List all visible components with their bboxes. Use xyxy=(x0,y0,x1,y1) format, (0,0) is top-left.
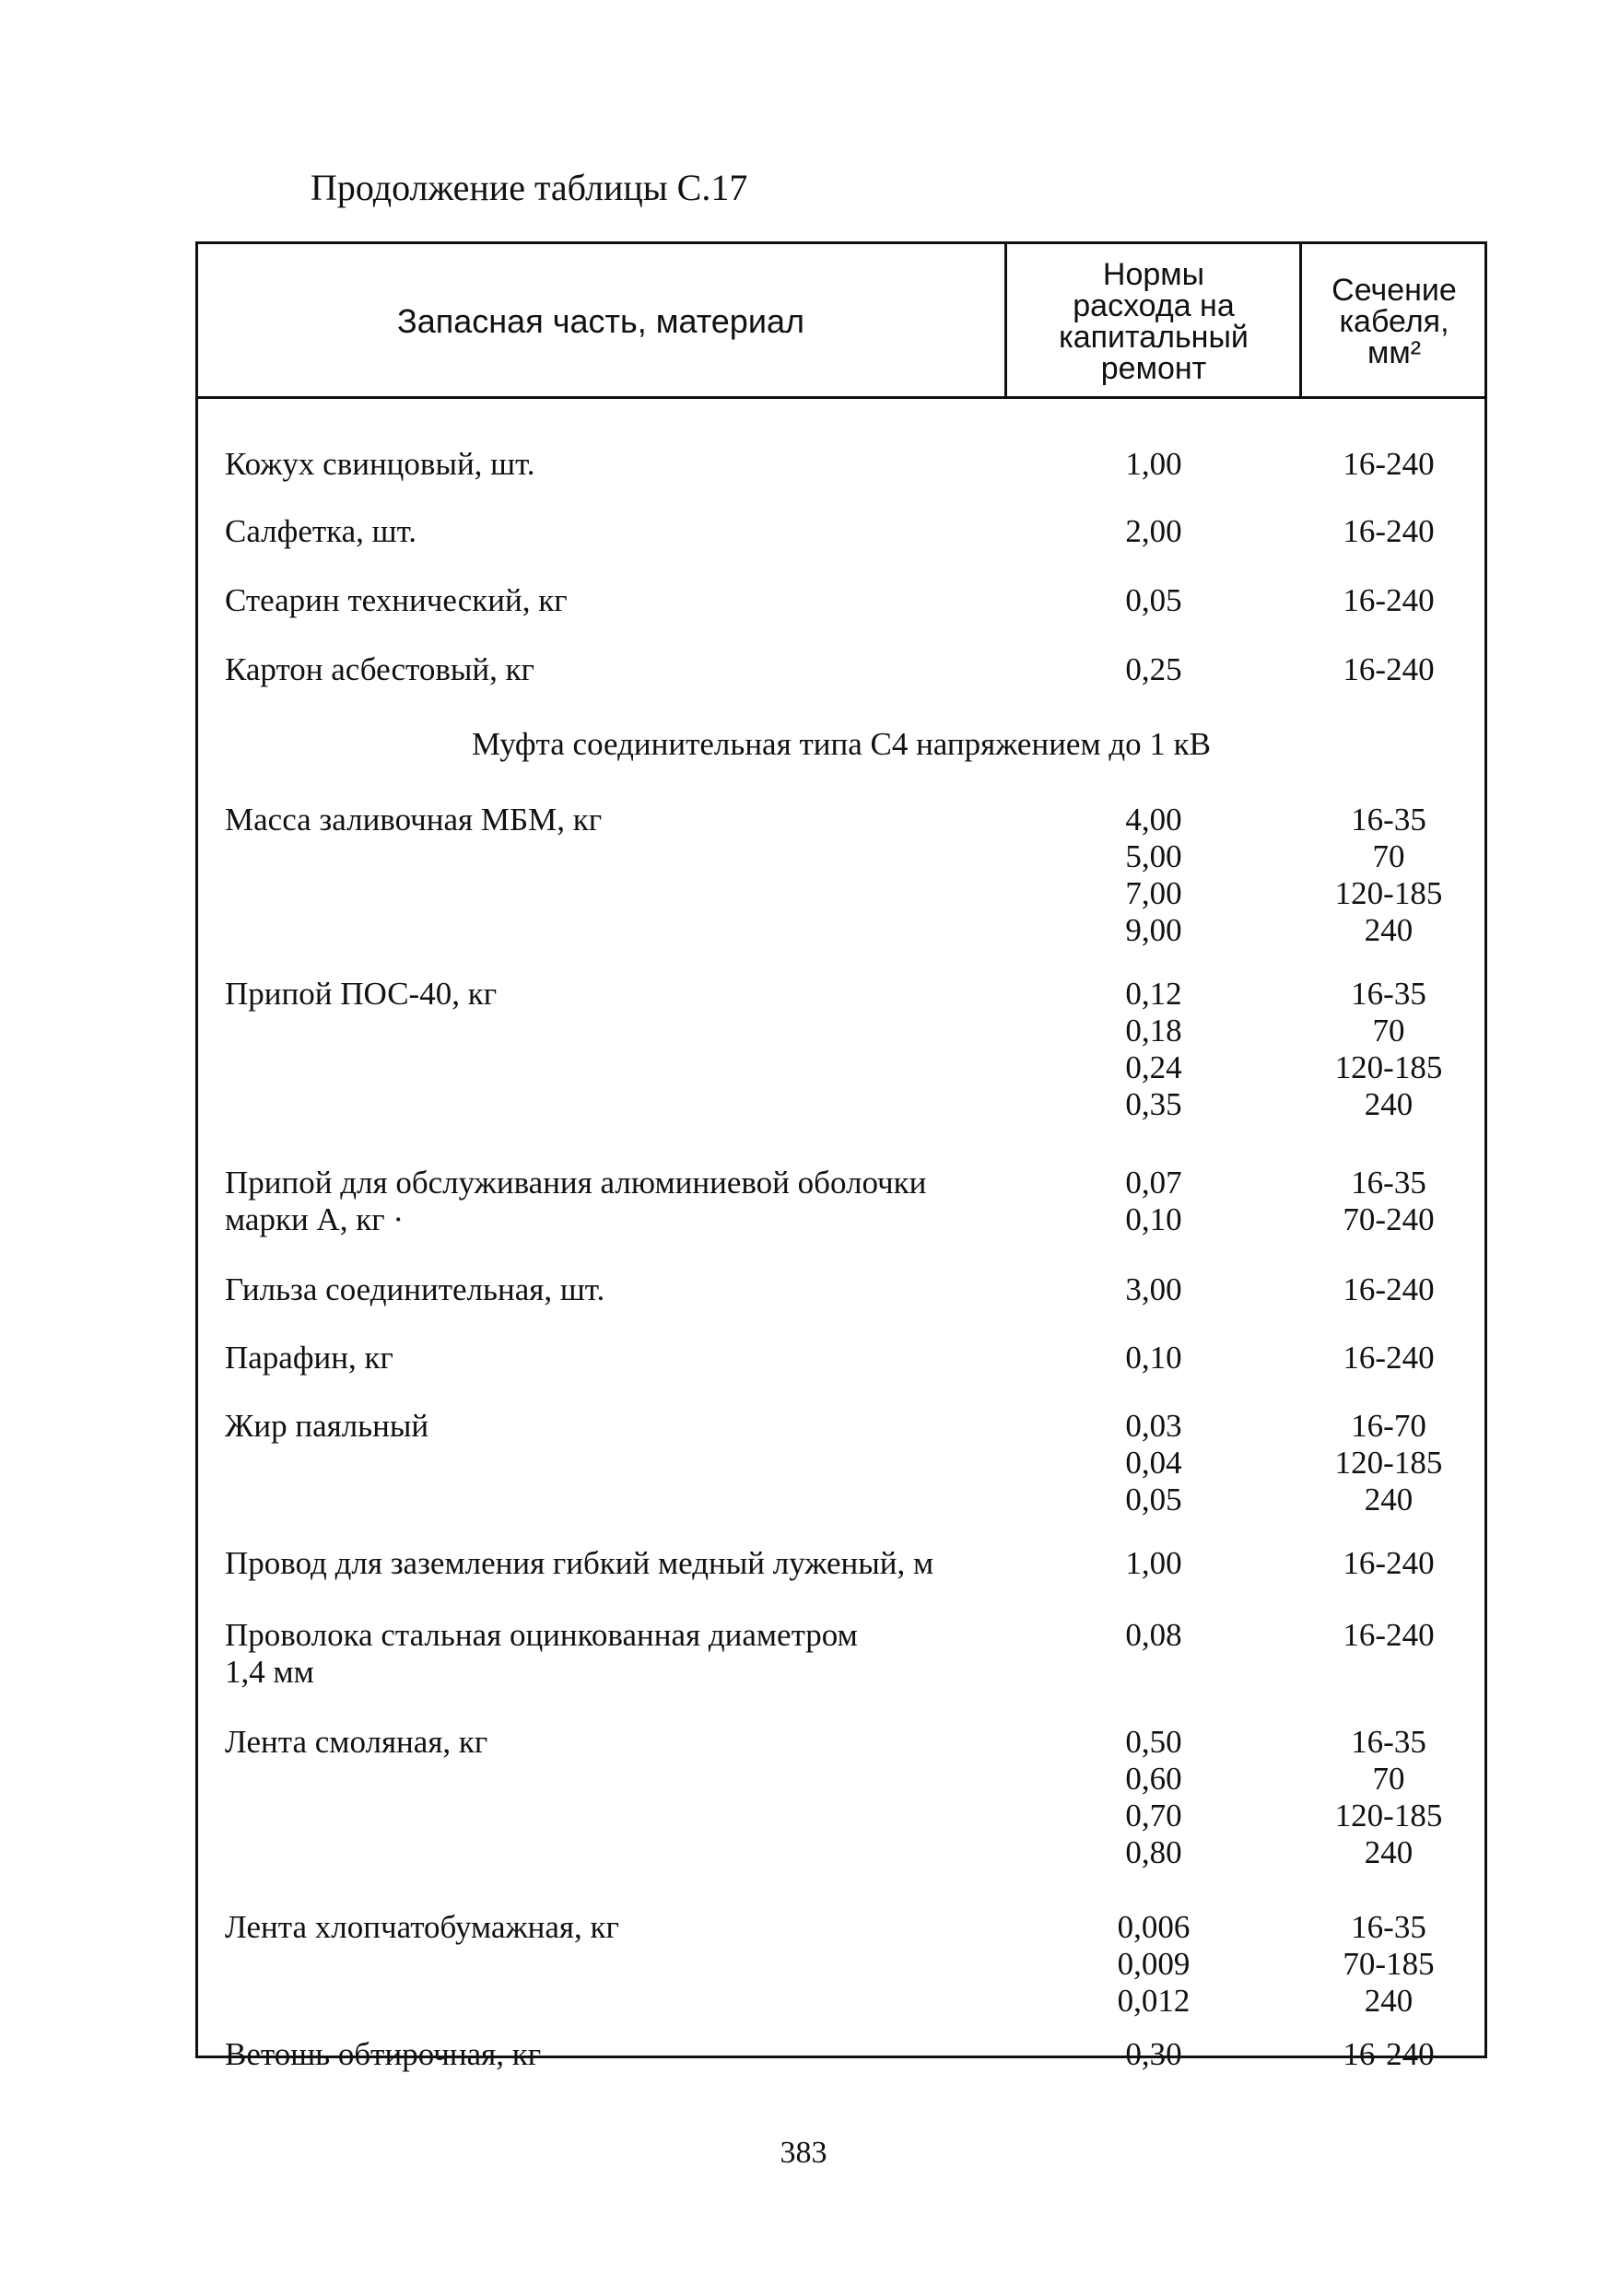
norm-value: 0,07 xyxy=(1125,1165,1182,1201)
norm-value: 7,00 xyxy=(1125,875,1182,911)
cable-section-values xyxy=(1310,1724,1467,1871)
norm-value: 0,50 xyxy=(1125,1724,1182,1760)
cable-section-value: 16-240 xyxy=(1343,446,1435,482)
material-name-line: Проволока стальная оцинкованная диаметром xyxy=(225,1617,858,1653)
cable-section-value: 240 xyxy=(1364,912,1413,948)
norm-value: 0,25 xyxy=(1125,651,1182,687)
material-name xyxy=(225,1545,1146,1582)
norm-value: 0,60 xyxy=(1125,1761,1182,1797)
cable-section-values xyxy=(1310,1545,1467,1582)
norm-values xyxy=(1066,976,1241,1123)
material-name xyxy=(225,1909,1146,1946)
cable-section-value: 120-185 xyxy=(1334,1445,1443,1481)
cable-section-value: 240 xyxy=(1364,1983,1413,2019)
norm-value: 0,03 xyxy=(1125,1408,1182,1444)
cable-section-values xyxy=(1310,582,1467,619)
norm-value: 0,35 xyxy=(1125,1086,1182,1122)
material-name xyxy=(225,513,1146,550)
cable-section-value: 70 xyxy=(1372,1761,1405,1797)
material-name xyxy=(225,2036,1146,2073)
material-name xyxy=(225,976,1146,1013)
norm-value: 1,00 xyxy=(1125,446,1182,482)
material-name-line: Провод для заземления гибкий медный луженый, м xyxy=(225,1545,934,1581)
material-name-line: Лента хлопчатобумажная, кг xyxy=(225,1909,619,1945)
material-name-line: Гильза соединительная, шт. xyxy=(225,1271,605,1307)
cable-section-value: 240 xyxy=(1364,1086,1413,1122)
material-name xyxy=(225,651,1146,688)
cable-section-value: 16-240 xyxy=(1343,651,1435,687)
material-name-line: Парафин, кг xyxy=(225,1340,393,1376)
norm-value: 0,10 xyxy=(1125,1201,1182,1237)
cable-section-values xyxy=(1310,1408,1467,1518)
cable-section-values xyxy=(1310,2036,1467,2073)
cable-section-value: 16-240 xyxy=(1343,513,1435,549)
norm-values xyxy=(1066,1271,1241,1308)
material-name xyxy=(225,582,1146,619)
cable-section-values xyxy=(1310,651,1467,688)
cable-section-value: 16-240 xyxy=(1343,2036,1435,2072)
material-name-line: Масса заливочная МБМ, кг xyxy=(225,802,603,838)
norm-value: 0,70 xyxy=(1125,1798,1182,1833)
cable-section-value: 120-185 xyxy=(1334,875,1443,911)
norm-values xyxy=(1066,1165,1241,1238)
material-name xyxy=(225,1271,1146,1308)
norm-values xyxy=(1066,1909,1241,2020)
cable-section-values xyxy=(1310,446,1467,483)
norm-values xyxy=(1066,1617,1241,1654)
norm-value: 3,00 xyxy=(1125,1271,1182,1307)
cable-section-values xyxy=(1310,513,1467,550)
material-name xyxy=(225,802,1146,838)
spare-parts-table xyxy=(195,241,1487,2072)
page-number: 383 xyxy=(780,2136,827,2170)
cable-section-value: 120-185 xyxy=(1334,1049,1443,1085)
material-name-line: Припой для обслуживания алюминиевой оболочки xyxy=(225,1165,927,1201)
material-name xyxy=(225,1724,1146,1761)
material-name xyxy=(225,446,1146,483)
material-name-line: 1,4 мм xyxy=(225,1654,314,1690)
norm-value: 0,18 xyxy=(1125,1013,1182,1048)
norm-value: 4,00 xyxy=(1125,802,1182,838)
norm-value: 0,05 xyxy=(1125,582,1182,618)
cable-section-value: 16-70 xyxy=(1351,1408,1426,1444)
norm-values xyxy=(1066,446,1241,483)
norm-value: 0,009 xyxy=(1117,1946,1191,1982)
cable-section-value: 16-240 xyxy=(1343,1271,1435,1307)
cable-section-value: 70 xyxy=(1372,838,1405,874)
material-name-line: Лента смоляная, кг xyxy=(225,1724,488,1760)
cable-section-value: 120-185 xyxy=(1334,1798,1443,1833)
cable-section-value: 16-35 xyxy=(1351,1724,1426,1760)
cable-section-value: 16-35 xyxy=(1351,1165,1426,1201)
norm-value: 0,30 xyxy=(1125,2036,1182,2072)
norm-value: 0,012 xyxy=(1117,1983,1191,2019)
cable-section-values xyxy=(1310,1617,1467,1654)
material-name-line: Припой ПОС-40, кг xyxy=(225,976,498,1012)
cable-section-value: 16-240 xyxy=(1343,582,1435,618)
header-cable-section: Сечение кабеля, мм² xyxy=(1331,273,1457,370)
material-name xyxy=(225,1617,1146,1691)
material-name-line: Стеарин технический, кг xyxy=(225,582,568,618)
material-name-line: Жир паяльный xyxy=(225,1408,429,1444)
header-material: Запасная часть, материал xyxy=(397,302,804,340)
cable-section-values xyxy=(1310,1165,1467,1238)
norm-value: 0,04 xyxy=(1125,1445,1182,1481)
norm-values xyxy=(1066,582,1241,619)
cable-section-value: 16-240 xyxy=(1343,1617,1435,1653)
cable-section-values xyxy=(1310,1340,1467,1376)
section-title: Муфта соединительная типа С4 напряжением до 1 кВ xyxy=(471,726,1212,762)
norm-value: 2,00 xyxy=(1125,513,1182,549)
header-norms: Нормы расхода на капитальный ремонт xyxy=(1059,257,1249,386)
cable-section-value: 16-240 xyxy=(1343,1340,1435,1376)
norm-value: 0,12 xyxy=(1125,976,1182,1012)
norm-values xyxy=(1066,802,1241,949)
table-caption: Продолжение таблицы С.17 xyxy=(311,167,748,208)
material-name-line: Ветошь обтирочная, кг xyxy=(225,2036,542,2072)
cable-section-value: 16-35 xyxy=(1351,802,1426,838)
cable-section-value: 240 xyxy=(1364,1482,1413,1517)
norm-values xyxy=(1066,2036,1241,2073)
norm-values xyxy=(1066,1724,1241,1871)
norm-value: 1,00 xyxy=(1125,1545,1182,1581)
cable-section-values xyxy=(1310,802,1467,949)
norm-values xyxy=(1066,1545,1241,1582)
cable-section-value: 70 xyxy=(1372,1013,1405,1048)
material-name-line: Кожух свинцовый, шт. xyxy=(225,446,535,482)
norm-value: 0,80 xyxy=(1125,1834,1182,1870)
norm-value: 0,05 xyxy=(1125,1482,1182,1517)
cable-section-value: 16-35 xyxy=(1351,976,1426,1012)
material-name-line: Салфетка, шт. xyxy=(225,513,417,549)
cable-section-value: 16-240 xyxy=(1343,1545,1435,1581)
material-name-line: марки А, кг · xyxy=(225,1201,404,1237)
material-name xyxy=(225,1165,1146,1238)
cable-section-values xyxy=(1310,1271,1467,1308)
cable-section-value: 16-35 xyxy=(1351,1909,1426,1945)
norm-value: 0,24 xyxy=(1125,1049,1182,1085)
material-name xyxy=(225,1408,1146,1445)
cable-section-values xyxy=(1310,1909,1467,2020)
norm-value: 0,08 xyxy=(1125,1617,1182,1653)
norm-value: 5,00 xyxy=(1125,838,1182,874)
norm-value: 0,006 xyxy=(1117,1909,1191,1945)
norm-value: 0,10 xyxy=(1125,1340,1182,1376)
norm-value: 9,00 xyxy=(1125,912,1182,948)
cable-section-value: 240 xyxy=(1364,1834,1413,1870)
cable-section-value: 70-240 xyxy=(1343,1201,1435,1237)
norm-values xyxy=(1066,513,1241,550)
cable-section-value: 70-185 xyxy=(1343,1946,1435,1982)
material-name xyxy=(225,1340,1146,1376)
cable-section-values xyxy=(1310,976,1467,1123)
norm-values xyxy=(1066,1340,1241,1376)
norm-values xyxy=(1066,1408,1241,1518)
material-name-line: Картон асбестовый, кг xyxy=(225,651,535,687)
norm-values xyxy=(1066,651,1241,688)
